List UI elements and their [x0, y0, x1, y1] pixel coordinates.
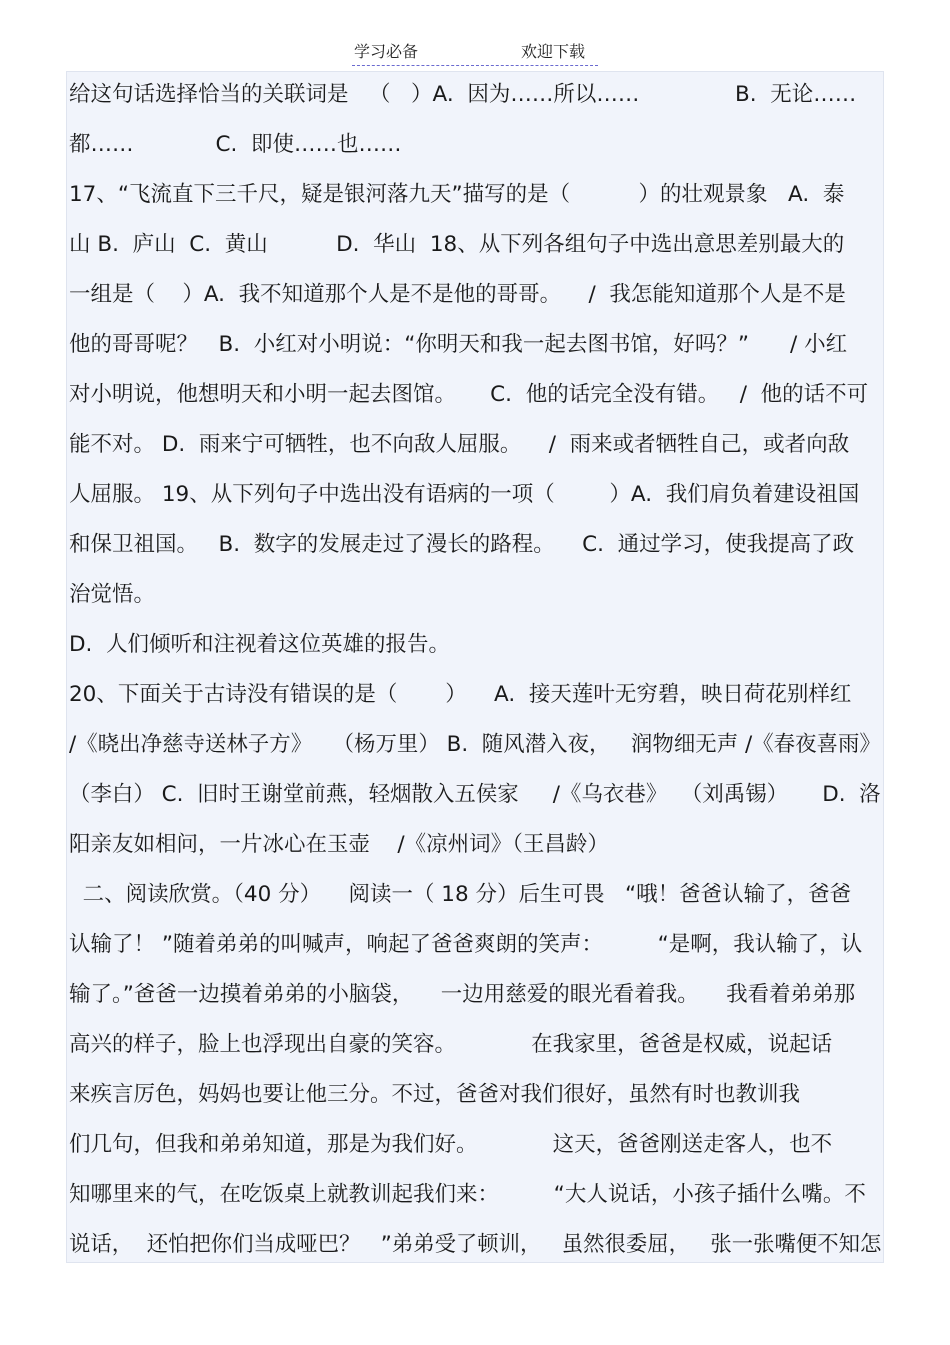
text-line: /《晓出净慈寺送林子方》 （杨万里） B. 随风潜入夜， 润物细无声 /《春夜喜雨》 [69, 732, 881, 757]
text-line: 说话， 还怕把你们当成哑巴？ ”弟弟受了顿训， 虽然很委屈， 张一张嘴便不知怎 [69, 1232, 882, 1257]
text-line: 阳亲友如相问，一片冰心在玉壶 /《凉州词》（王昌龄） [69, 832, 609, 857]
text-line: 都…… C. 即使……也…… [69, 132, 402, 157]
text-line: 和保卫祖国。 B. 数字的发展走过了漫长的路程。 C. 通过学习，使我提高了政 [69, 532, 855, 557]
text-line: 对小明说，他想明天和小明一起去图馆。 C. 他的话完全没有错。 / 他的话不可 [69, 382, 869, 407]
text-line: 知哪里来的气，在吃饭桌上就教训起我们来： “大人说话，小孩子插什么嘴。不 [69, 1182, 866, 1207]
text-line: D. 人们倾听和注视着这位英雄的报告。 [69, 632, 451, 657]
text-line: 输了。”爸爸一边摸着弟弟的小脑袋， 一边用慈爱的眼光看着我。 我看着弟弟那 [69, 982, 856, 1007]
text-line: 山 B. 庐山 C. 黄山 D. 华山 18、从下列各组句子中选出意思差别最大的 [69, 232, 845, 257]
text-line: 他的哥哥呢？ B. 小红对小明说：“你明天和我一起去图书馆，好吗？” / 小红 [69, 332, 848, 357]
text-line: （李白） C. 旧时王谢堂前燕，轻烟散入五侯家 /《乌衣巷》 （刘禹锡） D. 洛 [69, 782, 881, 807]
document-body [66, 71, 884, 1263]
text-line: 17、“飞流直下三千尺，疑是银河落九天”描写的是（ ）的壮观景象 A. 泰 [69, 182, 845, 207]
text-line: 认输了！ ”随着弟弟的叫喊声，响起了爸爸爽朗的笑声： “是啊，我认输了，认 [69, 932, 863, 957]
header-left-text: 学习必备 [354, 42, 419, 61]
text-line: 来疾言厉色，妈妈也要让他三分。不过，爸爸对我们很好，虽然有时也教训我 [69, 1082, 801, 1107]
text-line: 一组是（ ）A. 我不知道那个人是不是他的哥哥。 / 我怎能知道那个人是不是 [69, 282, 846, 307]
text-line: 人屈服。 19、从下列句子中选出没有语病的一项（ ）A. 我们肩负着建设祖国 [69, 482, 860, 507]
text-line: 20、下面关于古诗没有错误的是（ ） A. 接天莲叶无穷碧，映日荷花别样红 [69, 682, 852, 707]
text-line: 们几句，但我和弟弟知道，那是为我们好。 这天，爸爸刚送走客人，也不 [69, 1132, 833, 1157]
text-line: 二、阅读欣赏。（40 分） 阅读一（ 18 分）后生可畏 “哦！爸爸认输了，爸爸 [69, 882, 852, 907]
header-dashed-rule [352, 65, 598, 66]
text-line: 治觉悟。 [69, 582, 156, 607]
text-line: 给这句话选择恰当的关联词是 （ ）A. 因为……所以…… B. 无论…… [69, 82, 857, 107]
text-line: 能不对。 D. 雨来宁可牺牲，也不向敌人屈服。 / 雨来或者牺牲自己，或者向敌 [69, 432, 850, 457]
page-header [0, 41, 950, 71]
header-right-text: 欢迎下载 [521, 42, 586, 61]
text-line: 高兴的样子，脸上也浮现出自豪的笑容。 在我家里，爸爸是权威，说起话 [69, 1032, 833, 1057]
